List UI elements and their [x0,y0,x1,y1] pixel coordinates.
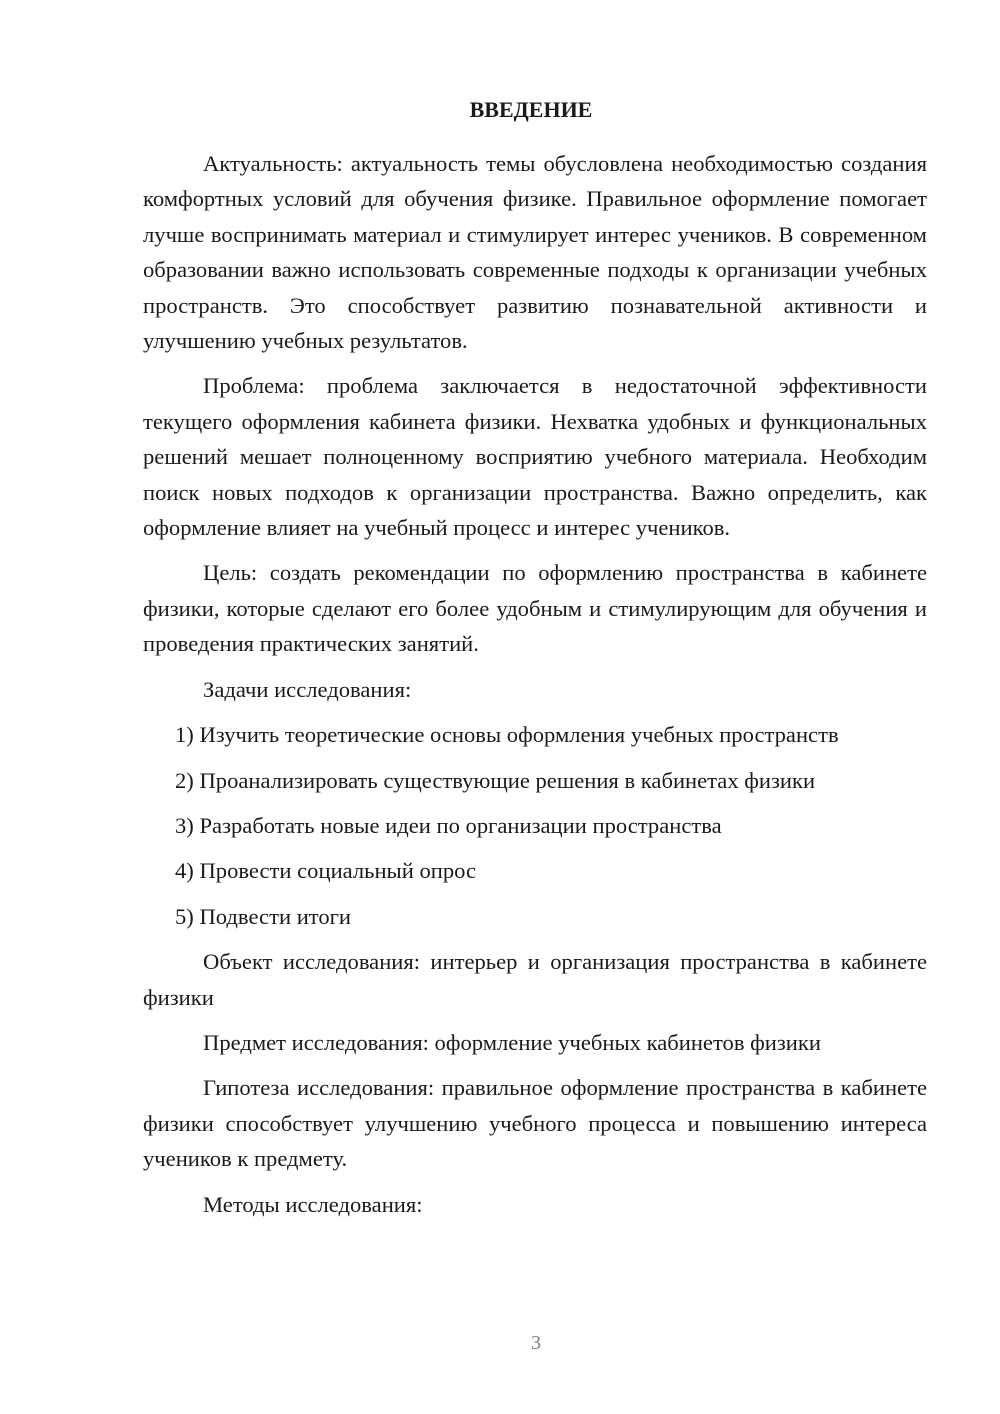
problem-paragraph: Проблема: проблема заключается в недостаточной эффективности текущего оформления кабинета физики. Нехватка удобных и функциональных решений мешает полноценному восприятию учебного материала. Необходим поиск новых подходов к организации пространства. Важно определить, как оформление влияет на учебный процесс и интерес учеников. [143,373,927,541]
list-item: 3) Разработать новые идеи по организации пространства [175,812,722,838]
section-title: ВВЕДЕНИЕ [469,97,593,122]
methods-heading: Методы исследования: [203,1191,423,1217]
page-number: 3 [531,1332,541,1354]
subject-paragraph: Предмет исследования: оформление учебных кабинетов физики [203,1029,821,1055]
tasks-heading: Задачи исследования: [203,676,412,702]
relevance-paragraph: Актуальность: актуальность темы обусловлена необходимостью создания комфортных условий для обучения физике. Правильное оформление помогает лучше воспринимать материал и стимулирует интерес учеников. В современном образовании важно использовать современные подходы к организации учебных пространств. Это способствует развитию познавательной активности и улучшению учебных результатов. [143,151,927,354]
hypothesis-paragraph: Гипотеза исследования: правильное оформление пространства в кабинете физики способствует улучшению учебного процесса и повышению интереса учеников к предмету. [143,1075,927,1172]
list-item: 2) Проанализировать существующие решения в кабинетах физики [175,767,816,793]
goal-paragraph: Цель: создать рекомендации по оформлению пространства в кабинете физики, которые сделают его более удобным и стимулирующим для обучения и проведения практических занятий. [143,560,927,657]
list-item: 4) Провести социальный опрос [175,858,477,884]
object-paragraph: Объект исследования: интерьер и организация пространства в кабинете физики [143,949,927,1010]
list-item: 1) Изучить теоретические основы оформления учебных пространств [175,722,839,748]
tasks-list [143,717,927,934]
document-page [143,92,927,1232]
list-item: 5) Подвести итоги [175,903,352,929]
